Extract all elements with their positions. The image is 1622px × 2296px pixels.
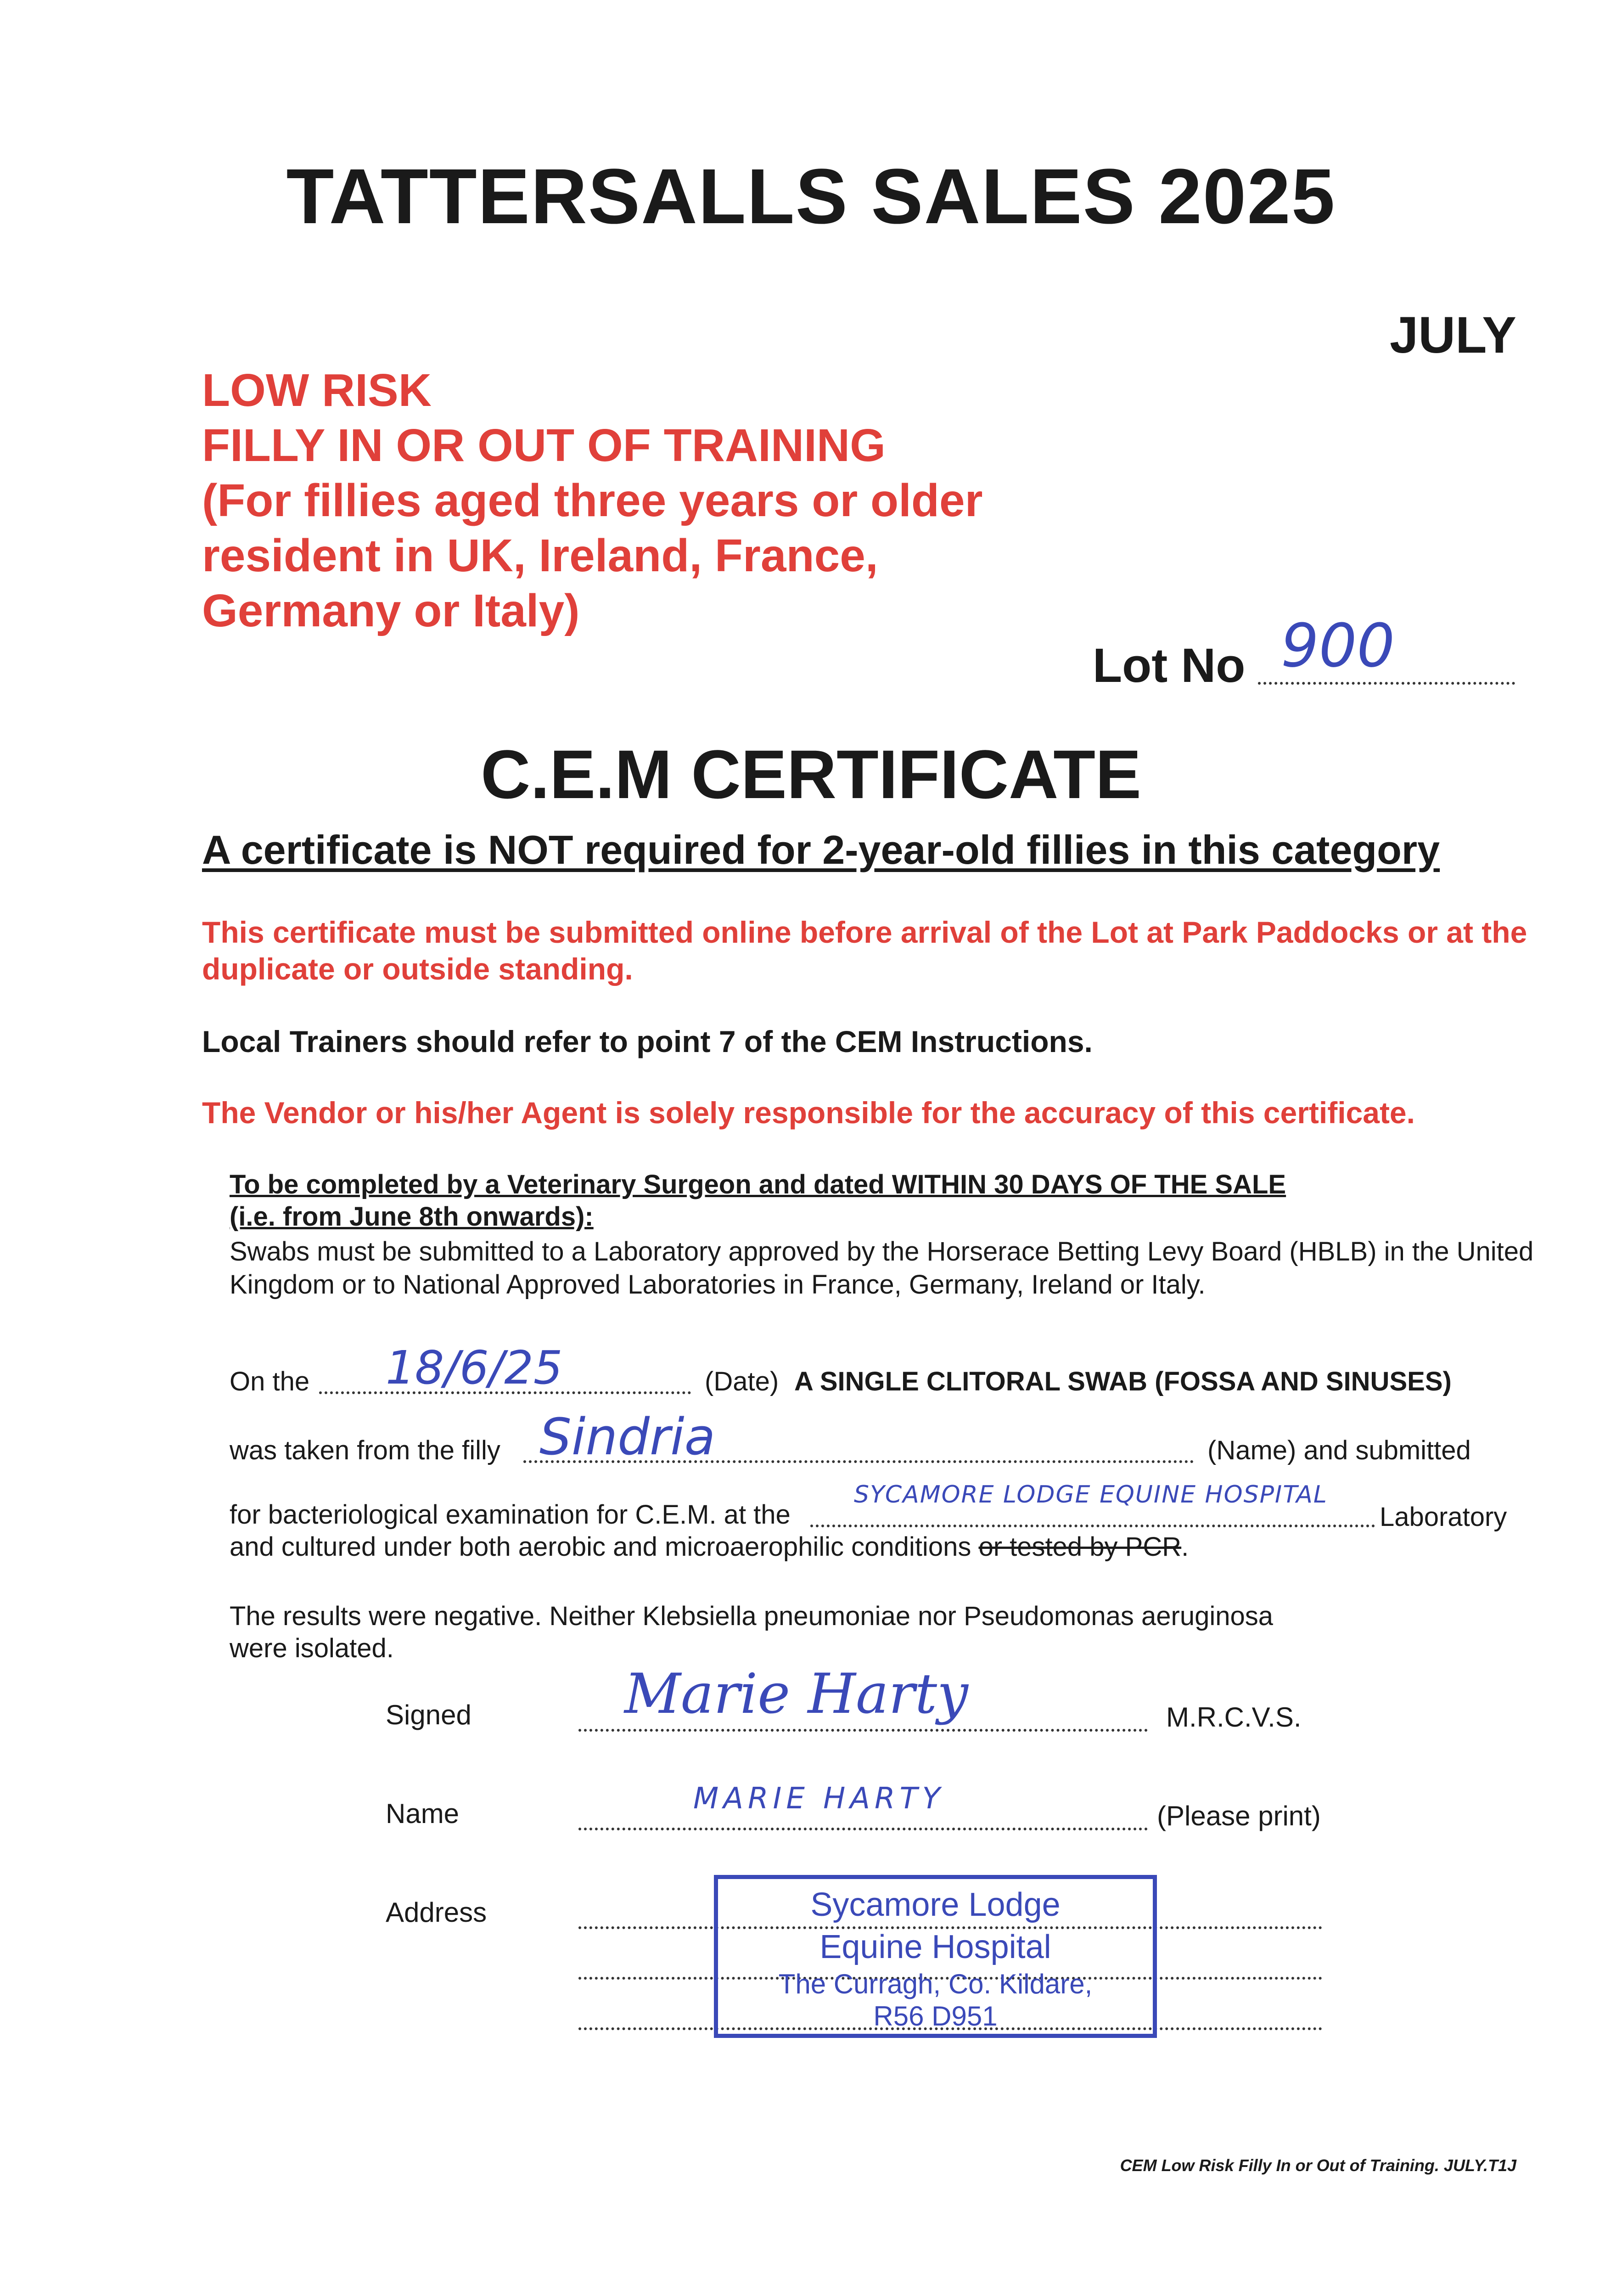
document-title: TATTERSALLS SALES 2025 bbox=[286, 153, 1336, 240]
category-line: resident in UK, Ireland, France, bbox=[202, 530, 878, 581]
category-line: LOW RISK bbox=[202, 365, 432, 416]
period: . bbox=[1181, 1532, 1189, 1562]
instructions-heading bbox=[230, 1169, 1515, 1233]
category-line: (For fillies aged three years or older bbox=[202, 475, 983, 526]
address-label: Address bbox=[386, 1897, 487, 1928]
please-print-label: (Please print) bbox=[1157, 1801, 1321, 1831]
signed-label: Signed bbox=[386, 1699, 471, 1730]
stamp-line: R56 D951 bbox=[873, 2001, 998, 2032]
stamp-line: The Curragh, Co. Kildare, bbox=[778, 1969, 1093, 1999]
stamp-line: Equine Hospital bbox=[819, 1929, 1051, 1965]
on-the-label: On the bbox=[230, 1367, 310, 1396]
results-line: were isolated. bbox=[230, 1633, 394, 1663]
culture-text: and cultured under both aerobic and microaerophilic conditions bbox=[230, 1532, 971, 1562]
stamp-line: Sycamore Lodge bbox=[810, 1886, 1061, 1923]
certificate-title: C.E.M CERTIFICATE bbox=[481, 736, 1141, 813]
laboratory-value: SYCAMORE LODGE EQUINE HOSPITAL bbox=[854, 1481, 1328, 1508]
lot-number-value: 900 bbox=[1281, 611, 1395, 681]
results-line: The results were negative. Neither Klebsiella pneumoniae nor Pseudomonas aeruginosa bbox=[230, 1601, 1274, 1631]
swabs-instructions: Swabs must be submitted to a Laboratory approved by the Horserace Betting Levy Board (HBLB) in the United Kingdom or to National Approved Laboratories in France, Germany, Ireland or Italy. bbox=[230, 1237, 1534, 1300]
date-label: (Date) bbox=[705, 1367, 779, 1396]
signature-image: Marie Harty bbox=[624, 1662, 968, 1726]
category-line: FILLY IN OR OUT OF TRAINING bbox=[202, 420, 886, 471]
category-block bbox=[202, 363, 983, 638]
local-trainers-notice: Local Trainers should refer to point 7 of the CEM Instructions. bbox=[202, 1024, 1093, 1058]
date-value: 18/6/25 bbox=[386, 1341, 563, 1395]
instructions-heading-line: To be completed by a Veterinary Surgeon and dated WITHIN 30 DAYS OF THE SALE bbox=[230, 1170, 1286, 1199]
name-label: Name bbox=[386, 1798, 460, 1829]
laboratory-label: Laboratory bbox=[1380, 1502, 1507, 1532]
results-text bbox=[230, 1600, 1273, 1665]
mrcvs-label: M.R.C.V.S. bbox=[1166, 1702, 1302, 1733]
laboratory-field[interactable] bbox=[810, 1515, 1375, 1527]
sale-month: JULY bbox=[1389, 306, 1516, 364]
name-submitted-label: (Name) and submitted bbox=[1207, 1435, 1471, 1465]
taken-from-label: was taken from the filly bbox=[230, 1435, 500, 1465]
swab-type: A SINGLE CLITORAL SWAB (FOSSA AND SINUSES) bbox=[794, 1367, 1452, 1396]
footer-reference: CEM Low Risk Filly In or Out of Training. JULY.T1J bbox=[1120, 2156, 1516, 2175]
examination-label: for bacteriological examination for C.E.M. at the bbox=[230, 1500, 791, 1530]
submit-online-notice: This certificate must be submitted online before arrival of the Lot at Park Paddocks or at the duplicate or outside standing. bbox=[202, 915, 1527, 986]
struck-pcr-text: or tested by PCR bbox=[978, 1532, 1182, 1562]
printed-name-value: MARIE HARTY bbox=[693, 1782, 945, 1816]
vendor-responsibility-notice: The Vendor or his/her Agent is solely responsible for the accuracy of this certificate. bbox=[202, 1096, 1415, 1130]
filly-name-value: Sindria bbox=[539, 1407, 716, 1466]
hospital-stamp bbox=[714, 1875, 1157, 2038]
lot-number-label: Lot No bbox=[1093, 639, 1246, 692]
printed-name-field[interactable] bbox=[578, 1818, 1148, 1830]
category-line: Germany or Italy) bbox=[202, 585, 580, 636]
not-required-notice: A certificate is NOT required for 2-year-old fillies in this category bbox=[202, 827, 1440, 872]
culture-line bbox=[230, 1531, 1189, 1562]
instructions-heading-line: (i.e. from June 8th onwards): bbox=[230, 1202, 594, 1232]
